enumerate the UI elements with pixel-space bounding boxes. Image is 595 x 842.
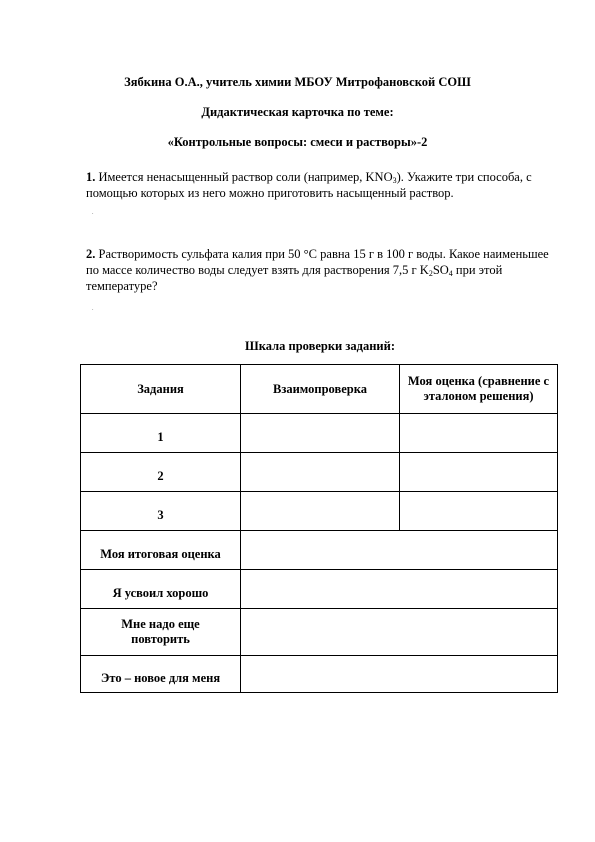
need-repeat-label-text: Мне надо еще повторить	[121, 617, 200, 646]
question-2-number: 2.	[86, 247, 96, 261]
card-title: Дидактическая карточка по теме:	[201, 105, 394, 119]
peer-check-cell-2[interactable]	[241, 453, 400, 492]
new-for-me-cell[interactable]	[241, 656, 558, 693]
final-grade-label: Моя итоговая оценка	[81, 531, 241, 570]
task-number-3: 3	[81, 492, 241, 531]
table-row	[81, 656, 558, 693]
author-line: Зябкина О.А., учитель химии МБОУ Митрофановской СОШ	[124, 75, 471, 89]
question-1	[86, 169, 556, 201]
need-repeat-cell[interactable]	[241, 609, 558, 656]
learned-well-cell[interactable]	[241, 570, 558, 609]
answer-space-marker-2: .	[92, 306, 94, 312]
question-2-subscript-b: 4	[448, 269, 453, 278]
self-grade-cell-1[interactable]	[400, 414, 558, 453]
need-repeat-label	[81, 609, 241, 656]
column-header-self-grade-label: Моя оценка (сравнение с эталоном решения)	[407, 374, 550, 403]
topic-title: «Контрольные вопросы: смеси и растворы»-2	[167, 135, 428, 149]
question-1-number: 1.	[86, 170, 96, 184]
question-2-text-b: при этой температуре?	[86, 263, 503, 293]
table-row	[81, 570, 558, 609]
question-1-subscript: 3	[392, 176, 397, 185]
table-row	[81, 492, 558, 531]
task-number-2: 2	[81, 453, 241, 492]
peer-check-cell-3[interactable]	[241, 492, 400, 531]
learned-well-label: Я усвоил хорошо	[81, 570, 241, 609]
new-for-me-label: Это – новое для меня	[81, 656, 241, 693]
table-row	[81, 453, 558, 492]
self-grade-cell-3[interactable]	[400, 492, 558, 531]
question-2-subscript-a: 2	[428, 269, 433, 278]
scale-title: Шкала проверки заданий:	[245, 339, 395, 353]
self-grade-cell-2[interactable]	[400, 453, 558, 492]
table-row	[81, 609, 558, 656]
final-grade-cell[interactable]	[241, 531, 558, 570]
question-2-formula-mid: SO	[432, 263, 449, 277]
question-2	[86, 246, 556, 294]
question-1-text-a: Имеется ненасыщенный раствор соли (например, KNO	[95, 170, 393, 184]
question-2-text-a: Растворимость сульфата калия при 50 °С равна 15 г в 100 г воды. Какое наименьшее по массе количество воды следует взять для растворения 7,5 г K	[86, 247, 549, 277]
peer-check-cell-1[interactable]	[241, 414, 400, 453]
column-header-self-grade	[400, 365, 558, 414]
table-row	[81, 414, 558, 453]
check-scale-table	[80, 364, 558, 693]
table-row	[81, 531, 558, 570]
answer-space-marker-1: .	[92, 210, 94, 216]
table-header-row	[81, 365, 558, 414]
column-header-peer-check: Взаимопроверка	[241, 365, 400, 414]
task-number-1: 1	[81, 414, 241, 453]
question-1-text-b: ). Укажите три способа, с помощью которых из него можно приготовить насыщенный раствор.	[86, 170, 532, 200]
column-header-tasks: Задания	[81, 365, 241, 414]
